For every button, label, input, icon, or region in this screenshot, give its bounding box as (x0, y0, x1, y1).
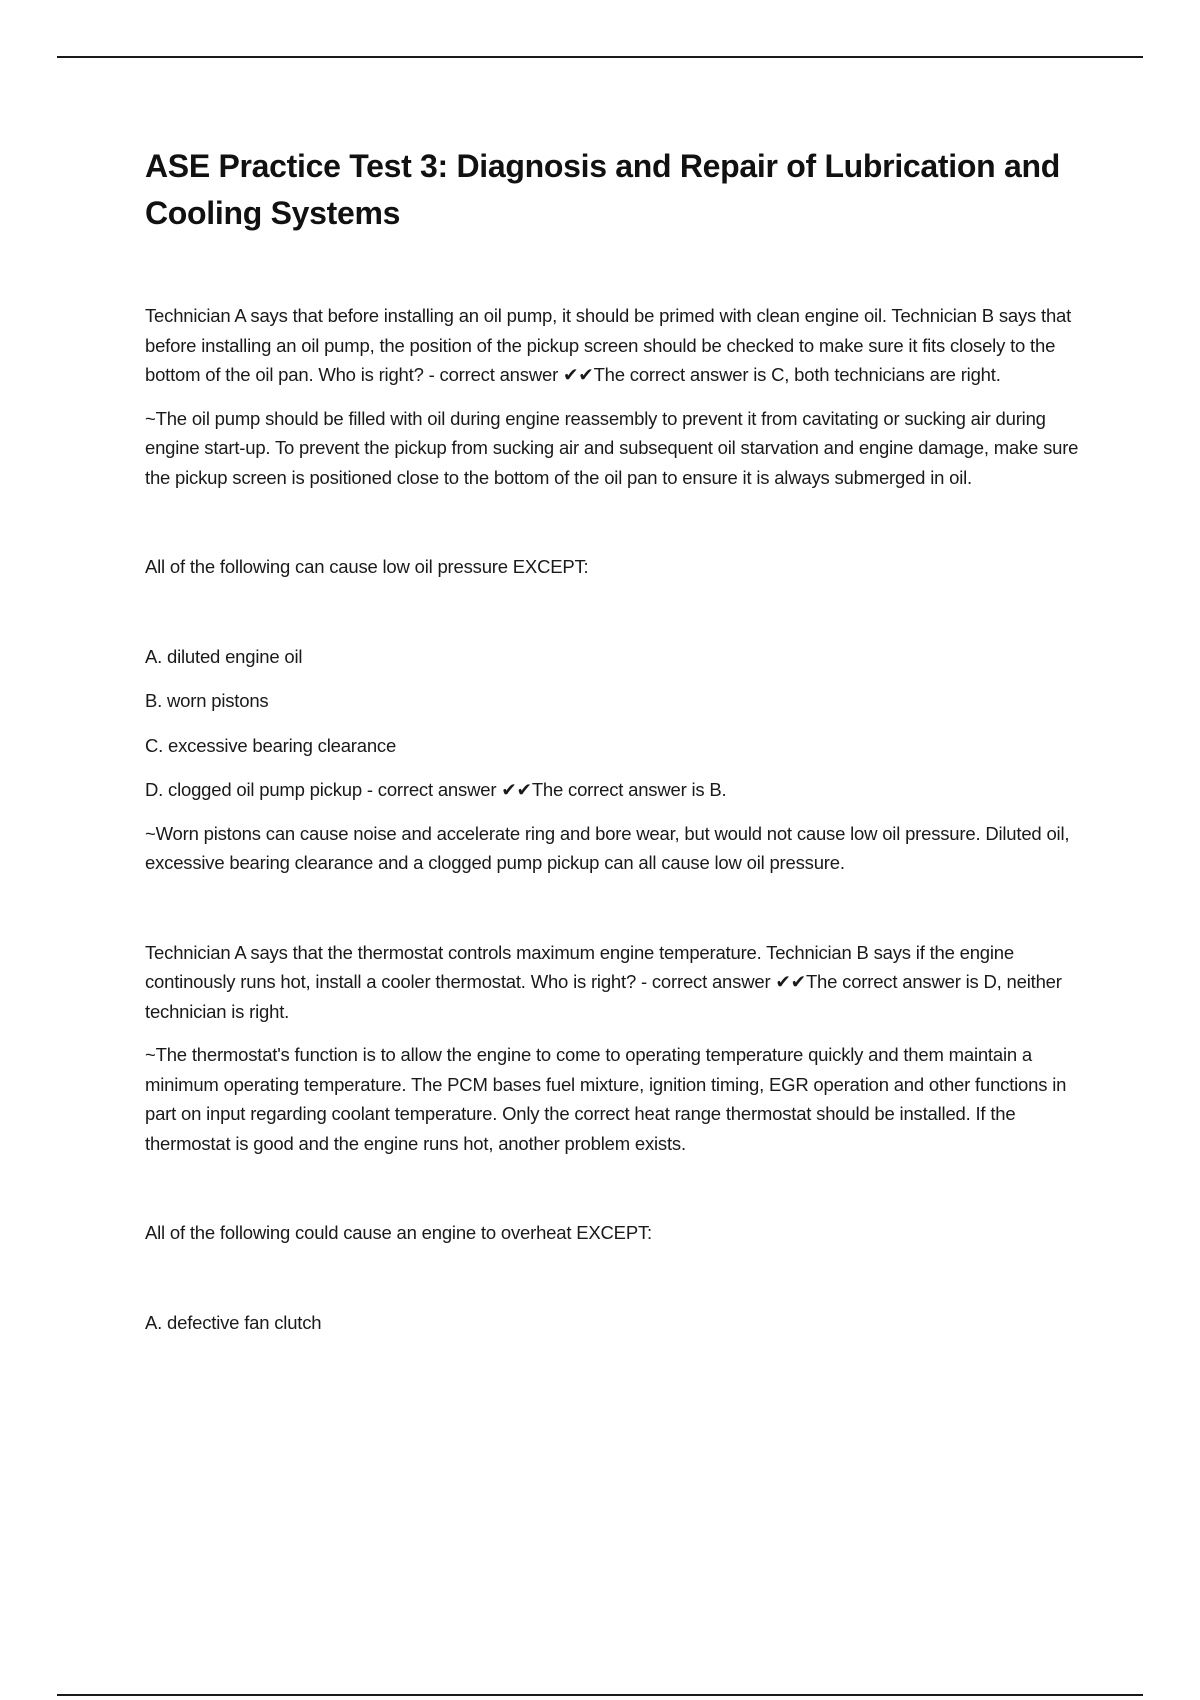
explanation-2: ~Worn pistons can cause noise and accelerate ring and bore wear, but would not cause low oil pressure. Diluted oil, excessive bearing clearance and a clogged pump pickup can all cause low oil pressure. (145, 822, 1070, 873)
document-page (145, 143, 1085, 1352)
question-2-stem: All of the following can cause low oil pressure EXCEPT: (145, 556, 589, 577)
question-4-option-a: A. defective fan clutch (145, 1311, 322, 1333)
question-2-option-c: C. excessive bearing clearance (145, 734, 397, 756)
footer-rule (57, 1694, 1143, 1696)
explanation-3: ~The thermostat's function is to allow the engine to come to operating temperature quickly and them maintain a minimum operating temperature. The PCM bases fuel mixture, ignition timing, EGR operation and other functions in part on input regarding coolant temperature. Only the correct heat range thermostat should be installed. If the thermostat is good and the engine runs hot, another problem exists. (145, 1044, 1067, 1154)
explanation-1: ~The oil pump should be filled with oil during engine reassembly to prevent it from cavitating or sucking air during engine start-up. To prevent the pickup from sucking air and subsequent oil starvation and engine damage, make sure the pickup screen is positioned close to the bottom of the oil pan to ensure it is always submerged in oil. (145, 407, 1079, 488)
question-2-option-b: B. worn pistons (145, 690, 269, 711)
question-2-option-d: D. clogged oil pump pickup - correct answer ✔✔The correct answer is B. (145, 779, 727, 800)
question-2-option-a: A. diluted engine oil (145, 645, 303, 667)
question-1: Technician A says that before installing an oil pump, it should be primed with clean engine oil. Technician B says that before installing an oil pump, the position of the pickup screen should be checked to make sure it fits closely to the bottom of the oil pan. Who is right? - correct answer ✔✔The correct answer is C, both technicians are right. (145, 305, 1072, 385)
question-3: Technician A says that the thermostat controls maximum engine temperature. Technician B says if the engine continously runs hot, install a cooler thermostat. Who is right? - correct answer ✔✔The correct answer is D, neither technician is right. (145, 941, 1062, 1022)
header-rule (57, 56, 1143, 58)
page-title: ASE Practice Test 3: Diagnosis and Repair of Lubrication and Cooling Systems (145, 148, 1060, 231)
question-4-stem: All of the following could cause an engine to overheat EXCEPT: (145, 1222, 652, 1243)
